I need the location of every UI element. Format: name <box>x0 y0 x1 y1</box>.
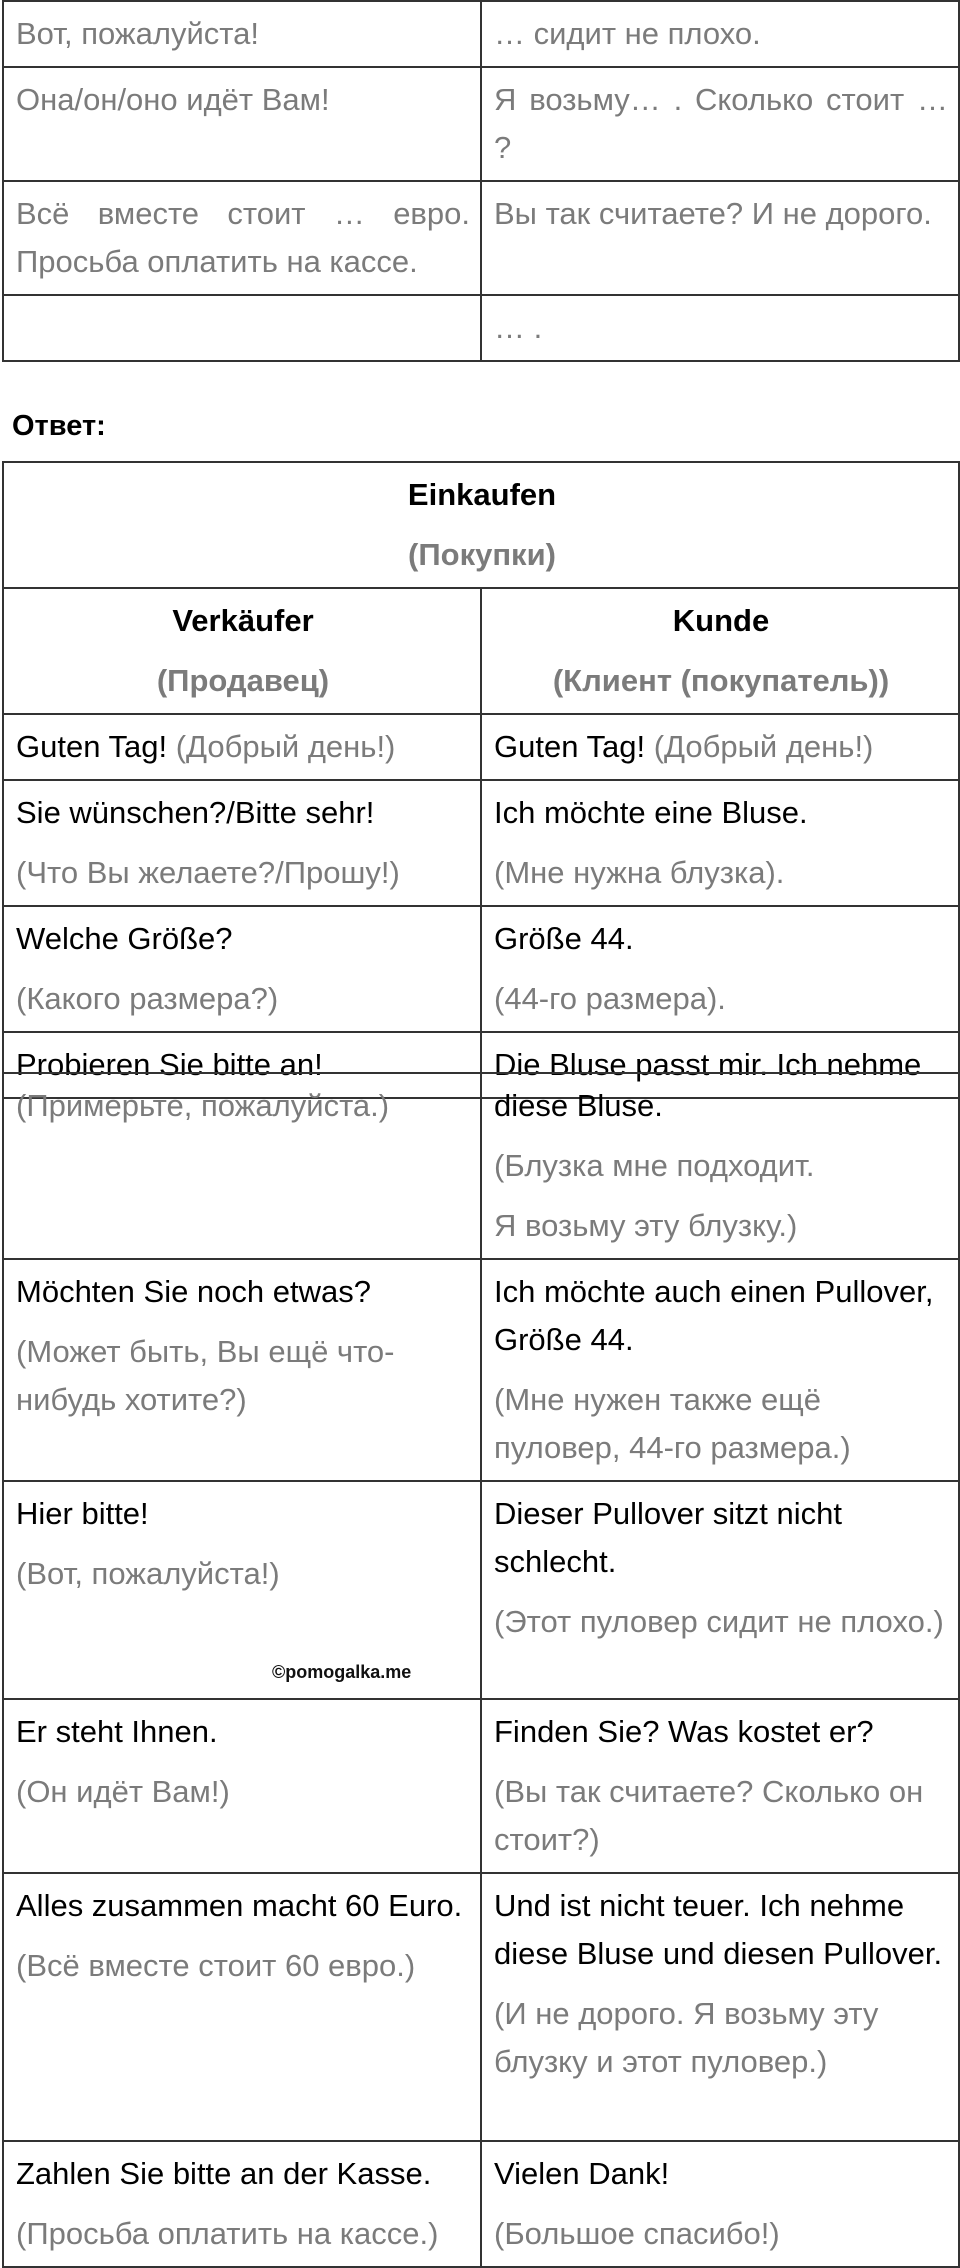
table-cell <box>3 1699 481 1873</box>
russian-translation: (Блузка мне подходит. <box>494 1148 815 1183</box>
table-cell <box>3 2141 481 2267</box>
table-row <box>3 295 959 361</box>
table-cell <box>481 1873 959 2141</box>
russian-translation: (Большое спасибо!) <box>494 2216 780 2251</box>
table-cell <box>481 1259 959 1481</box>
german-phrase: Er steht Ihnen. <box>16 1714 218 1749</box>
german-phrase: Probieren Sie bitte an! <box>16 1047 323 1082</box>
german-phrase: Hier bitte! <box>16 1496 149 1531</box>
german-phrase: Die Bluse passt mir. Ich nehme <box>494 1047 922 1082</box>
german-phrase: Sie wünschen?/Bitte sehr! <box>16 795 375 830</box>
russian-translation: (Добрый день!) <box>653 729 874 764</box>
column-header-customer <box>481 588 959 714</box>
table-row <box>3 1 959 67</box>
table-cell <box>481 1073 959 1259</box>
table-title-row <box>3 462 959 588</box>
table-cell <box>481 1699 959 1873</box>
table-cell: … . <box>481 295 959 361</box>
german-phrase: Guten Tag! <box>16 729 168 764</box>
russian-translation: (44-го размера). <box>494 981 726 1016</box>
russian-translation: (Этот пуловер сидит не плохо.) <box>494 1604 944 1639</box>
russian-translation: (И не дорого. Я возьму эту блузку и этот пуловер.) <box>494 1996 879 2079</box>
column-header-translation: (Продавец) <box>156 663 330 698</box>
german-phrase: Alles zusammen macht 60 Euro. <box>16 1888 463 1923</box>
russian-translation: (Примерьте, пожалуйста.) <box>16 1088 390 1123</box>
table-header-row <box>3 588 959 714</box>
table-cell: … сидит не плохо. <box>481 1 959 67</box>
column-header-label: Kunde <box>672 603 770 638</box>
russian-translation: (Он идёт Вам!) <box>16 1774 230 1809</box>
question-table <box>2 0 960 362</box>
german-phrase: Und ist nicht teuer. Ich nehme diese Bluse und diesen Pullover. <box>494 1888 943 1971</box>
table-cell: Вот, пожалуйста! <box>3 1 481 67</box>
column-header-translation: (Клиент (покупатель)) <box>552 663 890 698</box>
table-row <box>3 1699 959 1873</box>
table-row <box>3 906 959 1032</box>
german-phrase: Welche Größe? <box>16 921 233 956</box>
table-cell <box>3 714 481 780</box>
russian-translation: (Может быть, Вы ещё что-нибудь хотите?) <box>16 1334 395 1417</box>
table-cell <box>3 295 481 361</box>
table-row <box>3 780 959 906</box>
table-row <box>3 1259 959 1481</box>
german-phrase: Dieser Pullover sitzt nicht schlecht. <box>494 1496 843 1579</box>
table-row <box>3 181 959 295</box>
table-cell <box>481 2141 959 2267</box>
table-cell <box>481 1481 959 1699</box>
russian-translation: (Что Вы желаете?/Прошу!) <box>16 855 400 890</box>
russian-translation: (Просьба оплатить на кассе.) <box>16 2216 439 2251</box>
german-phrase: Ich möchte auch einen Pullover, Größe 44. <box>494 1274 934 1357</box>
russian-translation: Я возьму эту блузку.) <box>494 1208 798 1243</box>
russian-translation: (Всё вместе стоит 60 евро.) <box>16 1948 416 1983</box>
german-phrase: Ich möchte eine Bluse. <box>494 795 808 830</box>
table-cell: Она/он/оно идёт Вам! <box>3 67 481 181</box>
german-phrase: Größe 44. <box>494 921 634 956</box>
table-cell <box>3 1873 481 2141</box>
table-row <box>3 714 959 780</box>
table-cell: Всё вместе стоит … евро. Просьба оплатить на кассе. <box>3 181 481 295</box>
table-cell <box>481 906 959 1032</box>
table-row <box>3 2141 959 2267</box>
watermark: ©pomogalka.me <box>272 1662 412 1682</box>
german-phrase: Guten Tag! <box>494 729 646 764</box>
russian-translation: (Мне нужен также ещё пуловер, 44-го размера.) <box>494 1382 851 1465</box>
table-title-cell <box>3 462 959 588</box>
german-phrase: diese Bluse. <box>494 1088 663 1123</box>
russian-translation: (Какого размера?) <box>16 981 279 1016</box>
table-cell: Я возьму… . Сколько стоит … ? <box>481 67 959 181</box>
table-cell <box>481 714 959 780</box>
german-phrase: Zahlen Sie bitte an der Kasse. <box>16 2156 432 2191</box>
table-cell: Вы так считаете? И не дорого. <box>481 181 959 295</box>
table-row <box>3 1073 959 1259</box>
russian-translation: (Вот, пожалуйста!) <box>16 1556 280 1591</box>
russian-translation: (Мне нужна блузка). <box>494 855 785 890</box>
table-cell <box>3 780 481 906</box>
table-cell <box>3 906 481 1032</box>
table-title-translation: (Покупки) <box>408 537 556 572</box>
column-header-seller <box>3 588 481 714</box>
russian-translation: (Добрый день!) <box>175 729 396 764</box>
table-row <box>3 1873 959 2141</box>
russian-translation: (Вы так считаете? Сколько он стоит?) <box>494 1774 924 1857</box>
table-cell <box>3 1073 481 1259</box>
table-cell <box>3 1259 481 1481</box>
german-phrase: Möchten Sie noch etwas? <box>16 1274 371 1309</box>
answer-table <box>2 461 960 1099</box>
german-phrase: Finden Sie? Was kostet er? <box>494 1714 874 1749</box>
answer-label: Ответ: <box>12 410 106 442</box>
table-row <box>3 1481 959 1699</box>
german-phrase: Vielen Dank! <box>494 2156 670 2191</box>
table-cell <box>481 780 959 906</box>
table-row <box>3 67 959 181</box>
table-title: Einkaufen <box>407 477 557 512</box>
column-header-label: Verkäufer <box>172 603 314 638</box>
answer-table-continued <box>2 1072 960 2268</box>
